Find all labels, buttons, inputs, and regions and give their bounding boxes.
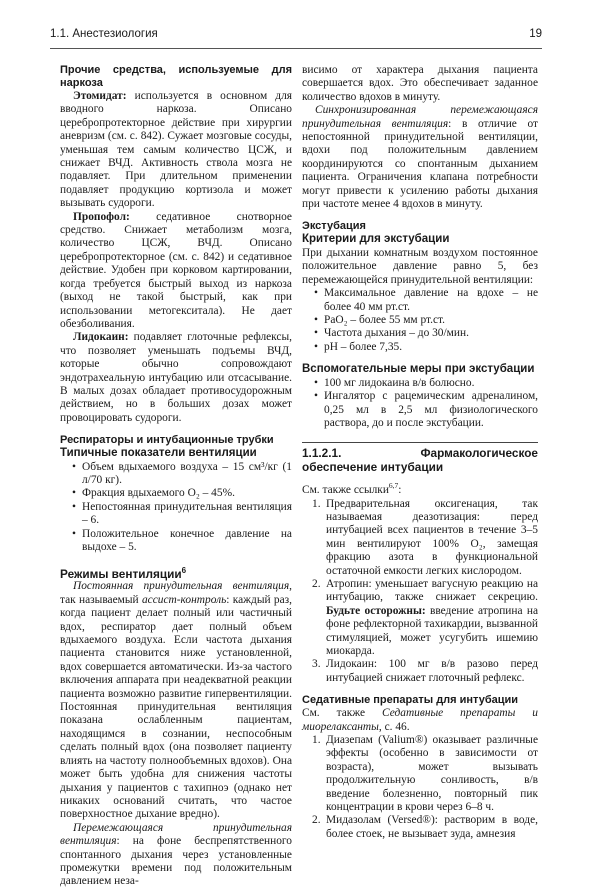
text-span: См. также ссылки [302, 484, 389, 497]
term-simv: Синхронизированная перемежающаяся принудительная вентиляция [302, 104, 538, 130]
text-span: : каждый раз, когда пациент делает полный или частичный вдох, респиратор дает полный объем вдыхаемого воздуха. Если частота дыхания пациента становится ниже установленной, вдох совершается автоматически. Из-за частого включения аппарата при неадекватной реакции пациента возможно развитие гипервентиляции. Постоянная принудительная вентиляция показана ослабленным пациентам, находящимся в сознании, неспособным сделать полный вдох (она позволяет пациенту влиять на частоту полнообъемных вдохов). Она может быть удобна для снижения частоты дыхания у пациентов с тахипноэ (однако нет никаких оснований считать, что частое поверхностное дыхание вредно). [60, 593, 292, 821]
item-number: 2. [312, 577, 321, 590]
item-number: 3. [312, 658, 321, 671]
list-item [312, 814, 538, 841]
sedatives-see-also [302, 707, 538, 734]
heading-extubation: Экстубация [302, 220, 366, 233]
list-item: • Ингалятор с рацемическим адреналином, 0,25 мл в 2,5 мл физиологического раствора, до и после экстубации. [314, 390, 538, 430]
list-item: • 100 мг лидокаина в/в болюсно. [314, 377, 538, 390]
section-1-1-2-1 [302, 442, 538, 474]
list-item: • PaO₂ – более 55 мм рт.ст. [314, 314, 538, 327]
criteria-intro: При дыхании комнатным воздухом постоянное положительное давление равно 5, без перемежающейся принудительной вентиляции: [302, 246, 538, 286]
text-span: Предварительная оксигенация, так называемая деазотизация: перед интубацией всех пациентов в течение 3–5 мин вентилируют 100% O₂, замещая фракцию азота в функциональной остаточной емкости легких кислородом. [326, 497, 538, 577]
text-span: : в отличие от непостоянной принудительной вентиляции, вдохи под положительным давлением координируются со спонтанным дыханием пациента. Ограничения клапана потребности могут привести к усилению работы дыхания при частоте менее 4 вдохов в минуту. [302, 117, 538, 211]
page-number: 19 [529, 28, 542, 40]
list-item: • Частота дыхания – до 30/мин. [314, 327, 538, 340]
list-item [312, 578, 538, 658]
modes-paragraph-1 [60, 580, 292, 821]
text-span: Мидазолам (Versed®): растворим в воде, более стоек, не вызывает зуда, амнезия [326, 814, 538, 840]
item-number: 1. [312, 734, 321, 747]
pharm-list [302, 498, 538, 686]
heading-extubation-criteria: Критерии для экстубации [302, 233, 450, 246]
list-item: • Фракция вдыхаемого O₂ – 45%. [72, 487, 292, 500]
heading-vent-modes-text: Режимы вентиляции [60, 566, 182, 581]
heading-typical-params: Типичные показатели вентиляции [60, 447, 257, 460]
see-also-refs [302, 479, 538, 497]
text-span: См. также [302, 707, 383, 720]
list-item [312, 734, 538, 814]
item-number: 1. [312, 497, 321, 510]
propofol-text: седативное снотворное средство. Снижает метаболизм мозга, количество ЦСЖ, ВЧД. Описано церебропротекторное (см. с. 842) и седативное действие. Удобен при корковом картировании, когда требуется быстрый выход из наркоза (выход не такой быстрый, как при использовании метогекситала). Не дает обезболивания. [60, 210, 292, 330]
heading-vent-modes [60, 564, 292, 581]
list-item: • Непостоянная принудительная вентиляция – 6. [72, 501, 292, 528]
criteria-list [302, 287, 538, 354]
text-span: Атропин: уменьшает вагусную реакцию на интубацию, также снижает секрецию. [326, 577, 538, 604]
etomidate-term: Этомидат: [73, 90, 127, 102]
sedatives-list [302, 734, 538, 841]
lidocaine-paragraph [60, 331, 292, 425]
list-item: • Объем вдыхаемого воздуха – 15 см³/кг (1 л/70 кг). [72, 461, 292, 488]
list-item [312, 498, 538, 578]
text-span: Диазепам (Valium®) оказывает различные эффекты (особенно в зависимости от возраста), может вызывать продолжительную сонливость, в/в введение болезненно, повторный пик концентрации в крови через 6–8 ч. [326, 734, 538, 814]
section-title: 1.1. Анестезиология [50, 28, 158, 40]
text-span: Лидокаин: 100 мг в/в разово перед интубацией снижает глоточный рефлекс. [326, 658, 538, 684]
text-span: , с. 46. [378, 720, 410, 733]
heading-sedatives: Седативные препараты для интубации [302, 694, 519, 707]
term-assist-control: ассист-контроль [141, 593, 227, 606]
lidocaine-text: подавляет глоточные рефлексы, что позволяет уменьшать подъемы ВЧД, которые обычно сопровождают эндотрахеальную интубацию или отсасывание. В малых дозах обладает противосудорожным действием, но в больших дозах может провоцировать судороги. [60, 331, 292, 424]
left-column [60, 64, 292, 889]
text-span: , так называемый [60, 580, 292, 606]
caution-label: Будьте осторожны: [326, 604, 426, 617]
list-item: • Максимальное давление на вдохе – не более 40 мм рт.ст. [314, 287, 538, 314]
aux-measures-list [302, 377, 538, 431]
propofol-term: Пропофол: [73, 210, 130, 223]
modes-paragraph-2 [60, 822, 292, 889]
simv-paragraph [302, 104, 538, 211]
text-span: введение атропина на фоне рефлекторной тахикардии, вызванной стимуляцией, может усугубить ишемию миокарда. [326, 604, 538, 658]
continuation-paragraph: висимо от характера дыхания пациента совершается вдох. Это обеспечивает заданное количество вдохов в минуту. [302, 64, 538, 103]
heading-pharm-intubation: 1.1.2.1. Фармакологическое обеспечение интубации [302, 446, 538, 475]
right-column [302, 64, 538, 841]
heading-aux-measures: Вспомогательные меры при экстубации [302, 363, 535, 376]
cross-ref-title: Седативные препараты и миорелаксанты [302, 707, 538, 733]
text-span: : [398, 484, 402, 497]
propofol-paragraph [60, 211, 292, 332]
running-header [50, 24, 542, 49]
term-cmv: Постоянная принудительная вентиляция [73, 580, 290, 593]
text-span: : на фоне беспрепятственного спонтанного дыхания через установленные промежутки времени под положительным давлением неза- [60, 835, 292, 888]
ventilation-params-list [60, 461, 292, 555]
list-item [312, 658, 538, 685]
heading-other-agents: Прочие средства, используемые для наркоза [60, 64, 292, 89]
term-imv: Перемежающаяся принудительная вентиляция [60, 821, 292, 848]
etomidate-paragraph [60, 90, 292, 211]
heading-respirators: Респираторы и интубационные трубки [60, 434, 274, 447]
etomidate-text: используется в основном для вводного наркоза. Описано церебропротекторное действие при хирургии аневризм (см. с. 842). Сужает мозговые сосуды, уменьшая тем самым количество ЦСЖ, и снижает ВЧД. Активность ствола мозга не подавляет. При длительном применении подавляет продукцию кортизола и может вызывать судороги. [60, 90, 292, 210]
list-item: • pH – более 7,35. [314, 341, 538, 354]
lidocaine-term: Лидокаин: [73, 331, 129, 344]
footnote-ref: 6,7 [388, 481, 399, 491]
item-number: 2. [312, 814, 321, 827]
list-item: • Положительное конечное давление на выдохе – 5. [72, 528, 292, 555]
footnote-ref: 6 [181, 565, 187, 575]
